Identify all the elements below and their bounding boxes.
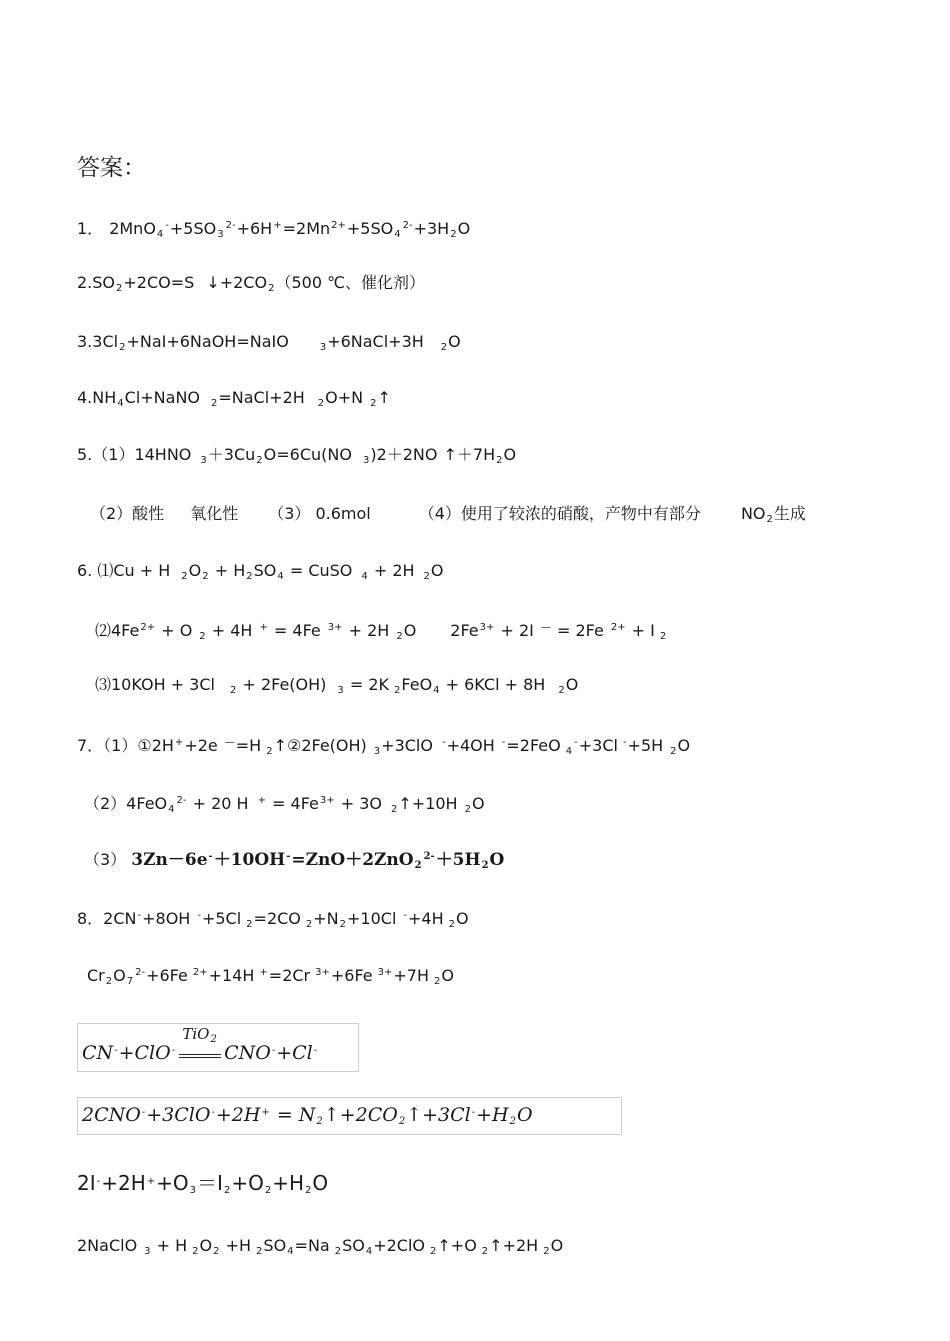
answer-2: $2.SO_2+2CO=S$ $↓+2CO_2(500$ ℃、催化剂） xyxy=(77,273,426,294)
answer-7-2: （2）4FeO$_4^{2-}$ + 20 H $^+ = 4Fe^{3+} + 3O$ $_2$↑+10H $_2$O xyxy=(84,794,485,815)
answer-7-3: （3） $3Zn-6e^-+10OH^-=ZnO+2ZnO_2^{2-}+5H_2O$ xyxy=(84,850,505,871)
answer-1: 1． $2MnO_4^-+5SO_3^{2-}+6H^+=2Mn^{2+}+5SO_4^{2-}+3H_2O$ xyxy=(77,219,471,240)
equation-image-cyanate-oxidation: $2CNO^-+3ClO^-+2H^+ = N_2↑+2CO_2↑+3Cl^-+H_2O$ xyxy=(77,1097,622,1135)
answer-4: $4.NH_4Cl+NaNO$ $_2$=NaCl+2H $_2$O+N $_2$↑ xyxy=(77,388,391,409)
answer-6-3: ⑶10KOH + 3Cl $_2$ + 2Fe(OH) $_3$ = 2K $_2$FeO$_4$ + 6KCl + 8H $_2$O xyxy=(95,675,579,696)
answer-8-dichromate: $Cr_2O_7^{2-}+6Fe$ $^{2+}$+14H +=2Cr $^{3+}$+6Fe $^{3+}$+7H $_2$O xyxy=(87,966,454,987)
answer-ozone: $2I^-+2H^++O_3=I_2+O_2+H_2O$ xyxy=(77,1171,329,1196)
answer-5-parts: （2）酸性 氧化性 （3） 0.6mol （4）使用了较浓的硝酸，产物中有部分 $NO_2$生成 xyxy=(90,504,806,525)
answer-7: 7．（1）①2H++2e —=H $_2$↑②2Fe(OH) $_3$+3ClO -+4OH -=2FeO $_4$-+3Cl -+5H $_2$O xyxy=(77,736,691,757)
answer-6: 6. ⑴Cu + H $_2O_2 + H_2SO_4$ = CuSO $_4$ + 2H $_2$O xyxy=(77,561,444,582)
answer-3: $3.3Cl_2+NaI+6NaOH=NaIO$ $_3$+6NaCl+3H $_2$O xyxy=(77,332,461,353)
answer-sodium-chlorate: 2NaClO $_3$ + H $_2O_2 +H$ $_2SO_4=Na$ $_2SO_4+2ClO$ $_2$↑+O $_2$↑+2H $_2$O xyxy=(77,1236,564,1257)
page-title: 答案： xyxy=(77,155,146,181)
answer-5: 5.（1）14HNO $_3+3Cu_2O=6Cu(NO$ $_3$)2＋2NO $↑+7H_2O$ xyxy=(77,445,517,466)
equation-image-zinc: $3Zn-6e^-+10OH^-=ZnO+2ZnO_2^{2-}+5H_2O$ xyxy=(131,850,505,871)
equation-image-cyanide-oxidation: CN-+ClO- TiO$_2$ CNO-+Cl- xyxy=(77,1023,359,1072)
catalyst-arrow: TiO$_2$ xyxy=(179,1044,221,1066)
answer-6-2: $⑵4Fe^{2+} + O$ $_2$ + 4H + = 4Fe $^{3+}$ + 2H $_2$O $2Fe^{3+} + 2I$ — = 2Fe $^{2+}$ + I $_2$ xyxy=(95,621,667,642)
answer-8: 8．2CN-+8OH -+5Cl $_2$=2CO $_2+N_2+10Cl$ -+4H $_2$O xyxy=(77,909,469,930)
